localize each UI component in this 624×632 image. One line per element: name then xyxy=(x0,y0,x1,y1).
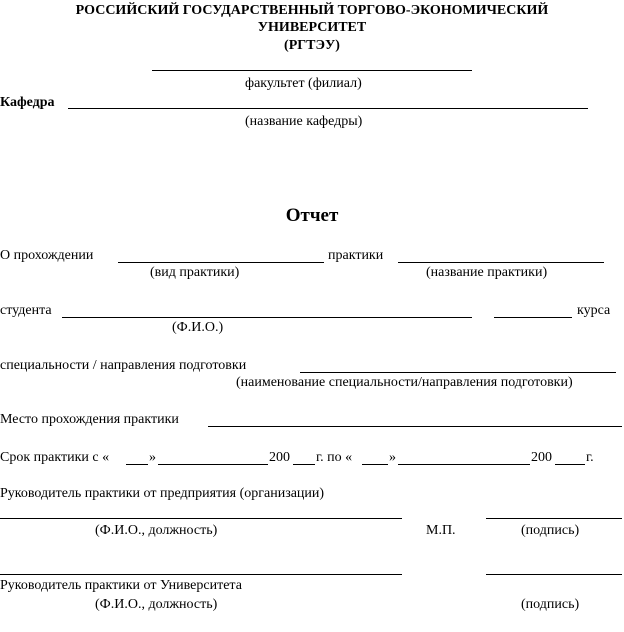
practice-name-caption: (название практики) xyxy=(426,265,548,280)
student-fio-caption: (Ф.И.О.) xyxy=(172,320,224,335)
course-label: курса xyxy=(577,303,611,318)
supervisor-org-label: Руководитель практики от предприятия (организации) xyxy=(0,486,325,501)
place-label: Место прохождения практики xyxy=(0,412,179,427)
practice-middle: практики xyxy=(328,248,384,263)
term-start-year: 200 xyxy=(269,450,290,465)
term-start-year-line[interactable] xyxy=(293,464,315,465)
university-abbr: (РГТЭУ) xyxy=(284,38,340,53)
term-end-g: г. xyxy=(586,450,594,465)
specialty-line[interactable] xyxy=(300,372,616,373)
term-end-year: 200 xyxy=(531,450,552,465)
place-line[interactable] xyxy=(208,426,622,427)
term-prefix: Срок практики с « xyxy=(0,450,110,465)
practice-prefix: О прохождении xyxy=(0,248,94,263)
department-caption: (название кафедры) xyxy=(245,114,363,129)
term-to-label: г. по « xyxy=(316,450,353,465)
term-start-quote-close: » xyxy=(149,450,156,465)
supervisor-org-sign-line[interactable] xyxy=(486,518,622,519)
university-name-line1: РОССИЙСКИЙ ГОСУДАРСТВЕННЫЙ ТОРГОВО-ЭКОНОМИЧЕСКИЙ xyxy=(75,3,549,18)
supervisor-uni-fio-line[interactable] xyxy=(0,574,402,575)
term-start-day-line[interactable] xyxy=(126,464,148,465)
term-end-year-line[interactable] xyxy=(555,464,585,465)
university-name-line2: УНИВЕРСИТЕТ xyxy=(257,20,367,35)
practice-name-line[interactable] xyxy=(398,262,604,263)
practice-type-line[interactable] xyxy=(118,262,324,263)
term-end-month-line[interactable] xyxy=(398,464,530,465)
student-fio-line[interactable] xyxy=(62,317,472,318)
supervisor-uni-sign-line[interactable] xyxy=(486,574,622,575)
term-start-month-line[interactable] xyxy=(158,464,268,465)
specialty-caption: (наименование специальности/направления подготовки) xyxy=(236,375,573,390)
department-label: Кафедра xyxy=(0,95,55,110)
faculty-caption: факультет (филиал) xyxy=(245,76,362,91)
faculty-line[interactable] xyxy=(152,70,472,71)
term-end-quote-close: » xyxy=(389,450,396,465)
supervisor-uni-fio-caption: (Ф.И.О., должность) xyxy=(95,597,218,612)
department-line[interactable] xyxy=(68,108,588,109)
document-title: Отчет xyxy=(285,205,339,226)
supervisor-org-fio-line[interactable] xyxy=(0,518,402,519)
specialty-label: специальности / направления подготовки xyxy=(0,358,247,373)
supervisor-org-fio-caption: (Ф.И.О., должность) xyxy=(95,523,218,538)
course-line[interactable] xyxy=(494,317,572,318)
practice-type-caption: (вид практики) xyxy=(150,265,240,280)
supervisor-uni-sign-caption: (подпись) xyxy=(521,597,580,612)
term-end-day-line[interactable] xyxy=(362,464,388,465)
supervisor-org-sign-caption: (подпись) xyxy=(521,523,580,538)
supervisor-uni-label: Руководитель практики от Университета xyxy=(0,578,242,593)
student-label: студента xyxy=(0,303,52,318)
stamp-label: М.П. xyxy=(426,523,456,538)
